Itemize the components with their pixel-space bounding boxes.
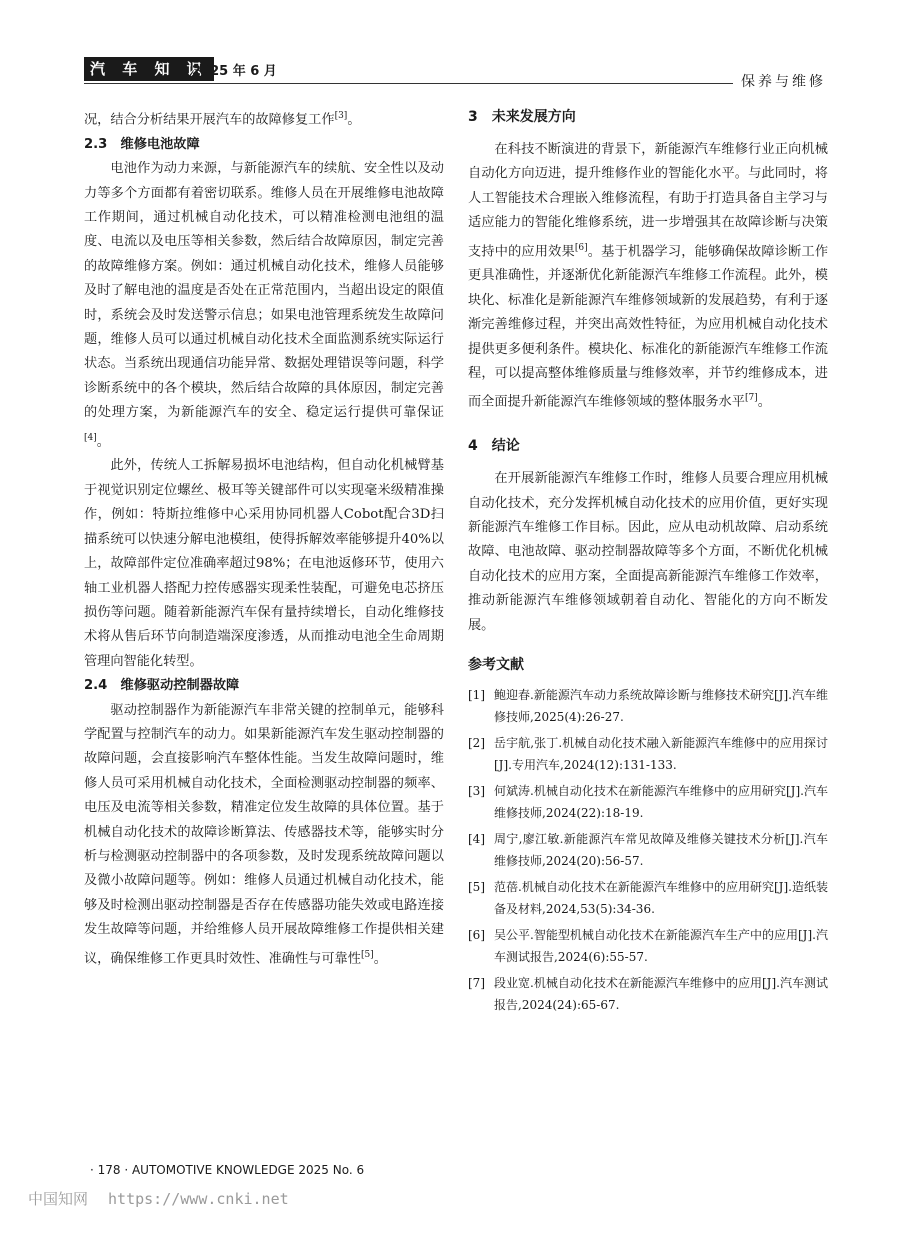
watermark-url: https://www.cnki.net bbox=[108, 1190, 289, 1208]
reference-number: [4] bbox=[468, 832, 485, 847]
references-title: 参考文献 bbox=[468, 657, 524, 674]
references-list bbox=[468, 684, 828, 1016]
reference-number: [5] bbox=[468, 880, 485, 895]
issue-date: 2025 年 6 月 bbox=[192, 64, 277, 79]
paragraph: 电池作为动力来源，与新能源汽车的续航、安全性以及动力等多个方面都有着密切联系。维修人员在开展维修电池故障工作期间，通过机械自动化技术，可以精准检测电池组的温度、电流以及电压等相关参数，然后结合故障原因，制定完善的故障维修方案。例如：通过机械自动化技术，维修人员能够及时了解电池的温度是否处在正常范围内，当超出设定的限值时，系统会及时发送警示信息；如果电池管理系统发生故障问题，维修人员可以通过机械自动化技术全面监测系统实际运行状态。当系统出现通信功能异常、数据处理错误等问题，科学诊断系统中的各个模块，然后结合故障的具体原因，制定完善的处理方案，为新能源汽车的安全、稳定运行提供可靠保证[4]。 bbox=[84, 161, 444, 450]
reference-text: 岳宇航,张丁.机械自动化技术融入新能源汽车维修中的应用探讨[J].专用汽车,2024(12):131-133. bbox=[494, 736, 828, 773]
reference-number: [7] bbox=[468, 976, 485, 991]
paragraph: 此外，传统人工拆解易损坏电池结构，但自动化机械臂基于视觉识别定位螺丝、极耳等关键部件可以实现毫米级精准操作，例如：特斯拉维修中心采用协同机器人Cobot配合3D扫描系统可以快速分解电池模组，使得拆解效率能够提升40%以上，故障部件定位准确率超过98%；在电池返修环节，使用六轴工业机器人搭配力控传感器实现柔性装配，可避免电芯挤压损伤等问题。随着新能源汽车保有量持续增长，自动化维修技术将从售后环节向制造端深度渗透，从而推动电池全生命周期管理向智能化转型。 bbox=[84, 458, 444, 669]
section-tag: 保养与维修 bbox=[733, 71, 826, 91]
citation: [4] bbox=[84, 432, 97, 443]
header-rule bbox=[84, 83, 826, 84]
citation: [6] bbox=[574, 242, 588, 253]
paragraph: 驱动控制器作为新能源汽车非常关键的控制单元，能够科学配置与控制汽车的动力。如果新能源汽车发生驱动控制器的故障问题，会直接影响汽车整体性能。当发生故障问题时，维修人员可采用机械自动化技术，全面检测驱动控制器的频率、电压及电流等相关参数，精准定位发生故障的具体位置。基于机械自动化技术的故障诊断算法、传感器技术等，能够实时分析与检测驱动控制器中的各项参数，及时发现系统故障问题以及微小故障问题等。例如：维修人员通过机械自动化技术，能够及时检测出驱动控制器是否存在传感器功能失效或电路连接发生故障等问题，并给维修人员开展故障维修工作提供相关建议，确保维修工作更具时效性、准确性与可靠性[5]。 bbox=[84, 702, 444, 966]
reference-number: [1] bbox=[468, 688, 485, 703]
reference-item bbox=[468, 732, 828, 776]
reference-item bbox=[468, 924, 828, 968]
reference-item bbox=[468, 972, 828, 1016]
reference-number: [6] bbox=[468, 928, 485, 943]
journal-name: 汽 车 知 识 bbox=[84, 57, 214, 81]
citation: [7] bbox=[744, 393, 758, 404]
section-heading-3: 3 未来发展方向 bbox=[468, 109, 576, 125]
reference-item bbox=[468, 780, 828, 824]
citation: [3] bbox=[334, 111, 348, 121]
reference-item bbox=[468, 684, 828, 728]
page-header bbox=[84, 57, 826, 97]
paragraph-continued: 况，结合分析结果开展汽车的故障修复工作[3]。 bbox=[84, 111, 361, 128]
reference-item bbox=[468, 876, 828, 920]
watermark-name: 中国知网 bbox=[28, 1190, 89, 1208]
reference-text: 鲍迎春.新能源汽车动力系统故障诊断与维修技术研究[J].汽车维修技师,2025(4):26-27. bbox=[494, 688, 828, 725]
reference-number: [2] bbox=[468, 736, 485, 751]
page-footer: · 178 · AUTOMOTIVE KNOWLEDGE 2025 No. 6 bbox=[90, 1163, 365, 1177]
reference-text: 周宁,廖江敏.新能源汽车常见故障及维修关键技术分析[J].汽车维修技师,2024(20):56-57. bbox=[494, 832, 828, 869]
reference-text: 吴公平.智能型机械自动化技术在新能源汽车生产中的应用[J].汽车测试报告,2024(6):55-57. bbox=[494, 928, 828, 965]
paragraph: 在开展新能源汽车维修工作时，维修人员要合理应用机械自动化技术，充分发挥机械自动化技术的应用价值，更好实现新能源汽车维修工作目标。因此，应从电动机故障、启动系统故障、电池故障、驱动控制器故障等多个方面，不断优化机械自动化技术的应用方案，全面提高新能源汽车维修工作效率，推动新能源汽车维修领域朝着自动化、智能化的方向不断发展。 bbox=[468, 471, 828, 633]
reference-item bbox=[468, 828, 828, 872]
reference-number: [3] bbox=[468, 784, 485, 799]
reference-text: 范蓓.机械自动化技术在新能源汽车维修中的应用研究[J].造纸装备及材料,2024,53(5):34-36. bbox=[494, 880, 828, 917]
citation: [5] bbox=[360, 949, 374, 960]
section-heading-4: 4 结论 bbox=[468, 438, 520, 455]
reference-text: 段业宽.机械自动化技术在新能源汽车维修中的应用[J].汽车测试报告,2024(24):65-67. bbox=[494, 976, 828, 1013]
left-column bbox=[84, 104, 444, 971]
reference-text: 何斌涛.机械自动化技术在新能源汽车维修中的应用研究[J].汽车维修技师,2024(22):18-19. bbox=[494, 784, 828, 821]
watermark bbox=[28, 1188, 289, 1209]
right-column bbox=[468, 104, 828, 1020]
paragraph: 在科技不断演进的背景下，新能源汽车维修行业正向机械自动化方向迈进，提升维修作业的智能化水平。与此同时，将人工智能技术合理嵌入维修流程，有助于打造具备自主学习与适应能力的智能化维修系统，进一步增强其在故障诊断与决策支持中的应用效果[6]。基于机器学习，能够确保故障诊断工作更具准确性，并逐渐优化新能源汽车维修工作流程。此外，模块化、标准化是新能源汽车维修领域新的发展趋势，有利于逐渐完善维修过程，并突出高效性特征，为应用机械自动化技术提供更多便利条件。模块化、标准化的新能源汽车维修工作流程，可以提高整体维修质量与维修效率，并节约维修成本，进而全面提升新能源汽车维修领域的整体服务水平[7]。 bbox=[468, 142, 829, 410]
section-heading-2-3: 2.3 维修电池故障 bbox=[84, 136, 200, 152]
section-heading-2-4: 2.4 维修驱动控制器故障 bbox=[84, 678, 240, 694]
